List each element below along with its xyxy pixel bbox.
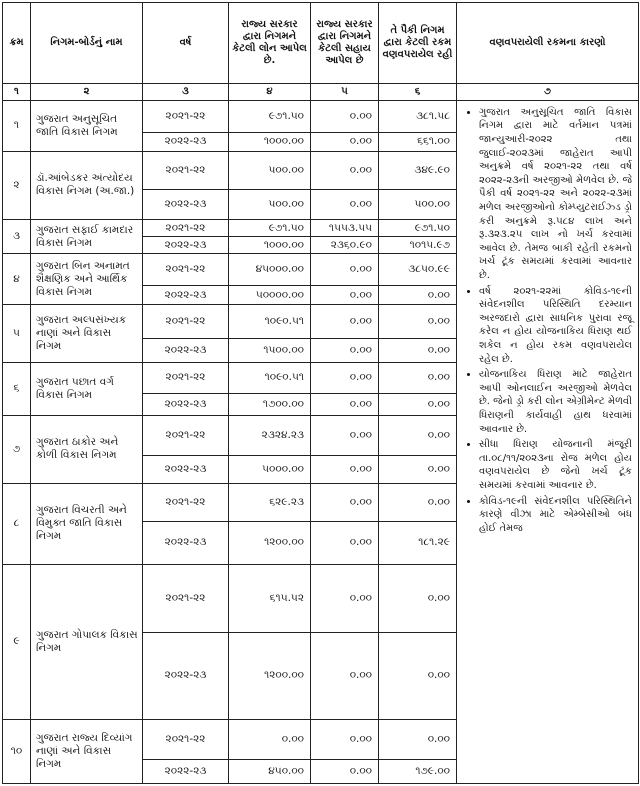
header-corporation: નિગમ-બોર્ડનું નામ (31, 3, 143, 84)
loan-amount: ૨૩૨૪.૨૩ (229, 415, 311, 455)
year-cell: ૨૦૨૨-૨૩ (143, 132, 229, 151)
aid-amount: ૧૫૫૩.૫૫ (311, 220, 379, 237)
serial-number: ૩ (3, 220, 31, 254)
loan-amount: ૫૦૦૦.૦૦ (229, 456, 311, 484)
corporation-name: ગુજરાત ઠાકોર અને કોળી વિકાસ નિગમ (31, 415, 143, 483)
unused-amount: ૦.૦૦ (379, 456, 457, 484)
column-number: ૫ (311, 83, 379, 100)
loan-amount: ૧૫૦૦.૦૦ (229, 339, 311, 362)
document-page (2, 2, 638, 784)
year-cell: ૨૦૨૧-૨૨ (143, 305, 229, 339)
aid-amount: ૦.૦૦ (311, 394, 379, 415)
aid-amount: ૦.૦૦ (311, 522, 379, 565)
header-sr: ક્રમ (3, 3, 31, 84)
year-cell: ૨૦૨૧-૨૨ (143, 719, 229, 759)
loan-amount: ૪૫૦૦૦.૦૦ (229, 254, 311, 286)
column-number: ૬ (379, 83, 457, 100)
unused-amount: ૩૮૫૦.૯૯ (379, 254, 457, 286)
corporation-name: ગુજરાત ગોપાલક વિકાસ નિગમ (31, 564, 143, 719)
header-row (3, 3, 639, 84)
serial-number: ૯ (3, 564, 31, 719)
reason-item: • વર્ષ ૨૦૨૧-૨૨માં કોવિડ-૧૯ની સંવેદનશીલ પરિસ્થિતિ દરમ્યાન અરજદારો દ્વારા સાધનિક પુરાવા રજૂ કરેલ ન હોય યોજનાકિય ધિરાણ થઈ શકેલ ન હોય રકમ વણવપરાયેલ રહેલ છે. (479, 285, 632, 367)
unused-amount: ૦.૦૦ (379, 394, 457, 415)
year-cell: ૨૦૨૧-૨૨ (143, 220, 229, 237)
corporation-loan-table (2, 2, 639, 784)
serial-number: ૭ (3, 415, 31, 483)
aid-amount: ૦.૦૦ (311, 190, 379, 220)
loan-amount: ૪૫૦.૦૦ (229, 760, 311, 784)
corporation-name: ગુજરાત વિચરતી અને વિમુક્ત જાતિ વિકાસ નિગમ (31, 483, 143, 564)
year-cell: ૨૦૨૨-૨૩ (143, 285, 229, 304)
aid-amount: ૦.૦૦ (311, 456, 379, 484)
year-cell: ૨૦૨૨-૨૩ (143, 339, 229, 362)
year-cell: ૨૦૨૧-૨૨ (143, 415, 229, 455)
aid-amount: ૦.૦૦ (311, 415, 379, 455)
year-cell: ૨૦૨૨-૨૩ (143, 632, 229, 719)
year-cell: ૨૦૨૨-૨૩ (143, 760, 229, 784)
loan-amount: ૦.૦૦ (229, 719, 311, 759)
header-unused: તે પૈકી નિગમ દ્વારા કેટલી રકમ વણવપરાયેલ રહી (379, 3, 457, 84)
loan-amount: ૫૦૦.૦૦ (229, 151, 311, 189)
aid-amount: ૦.૦૦ (311, 564, 379, 632)
corporation-name: ગુજરાત સફાઈ કામદાર વિકાસ નિગમ (31, 220, 143, 254)
aid-amount: ૦.૦૦ (311, 254, 379, 286)
year-cell: ૨૦૨૧-૨૨ (143, 100, 229, 132)
corporation-name: ડૉ.આંબેડકર અંત્યોદય વિકાસ નિગમ (અ.જા.) (31, 151, 143, 219)
serial-number: ૧ (3, 100, 31, 151)
header-year: વર્ષ (143, 3, 229, 84)
unused-amount: ૦.૦૦ (379, 305, 457, 339)
unused-amount: ૬૬૧.૦૦ (379, 132, 457, 151)
loan-amount: ૫૦૦૦૦.૦૦ (229, 285, 311, 304)
aid-amount: ૨૩૬૦.૯૦ (311, 237, 379, 254)
aid-amount: ૦.૦૦ (311, 632, 379, 719)
header-reason: વણવપરાયેલી રકમના કારણો (457, 3, 639, 84)
loan-amount: ૧૦૦૦.૦૦ (229, 132, 311, 151)
unused-amount: ૩૮૧.૫૮ (379, 100, 457, 132)
column-number-row (3, 83, 639, 100)
serial-number: ૨ (3, 151, 31, 219)
year-cell: ૨૦૨૨-૨૩ (143, 522, 229, 565)
table-row (3, 100, 639, 132)
corporation-name: ગુજરાત પછાત વર્ગ વિકાસ નિગમ (31, 362, 143, 415)
unused-amount: ૧૦૧૫.૯૭ (379, 237, 457, 254)
serial-number: ૪ (3, 254, 31, 305)
unused-amount: ૦.૦૦ (379, 415, 457, 455)
unused-amount: ૦.૦૦ (379, 564, 457, 632)
corporation-name: ગુજરાત અલ્પસંખ્યક નાણાં અને વિકાસ નિગમ (31, 305, 143, 362)
year-cell: ૨૦૨૨-૨૩ (143, 394, 229, 415)
aid-amount: ૦.૦૦ (311, 285, 379, 304)
header-loan: રાજ્ય સરકાર દ્વારા નિગમને કેટલી લોન આપેલ છે. (229, 3, 311, 84)
serial-number: ૬ (3, 362, 31, 415)
unused-amount: ૧૮૧.૨૯ (379, 522, 457, 565)
column-number: ૭ (457, 83, 639, 100)
aid-amount: ૦.૦૦ (311, 483, 379, 521)
unused-amount: ૦.૦૦ (379, 483, 457, 521)
unused-amount: ૦.૦૦ (379, 339, 457, 362)
loan-amount: ૬૨૯.૨૩ (229, 483, 311, 521)
unused-amount: ૦.૦૦ (379, 632, 457, 719)
reason-item: • સીધા ધિરાણ યોજનાની મંજૂરી તા.૦૮/૧૧/૨૦૨૩ના રોજ મળેલ હોય વણવપરાયેલ છે જેનો ખર્ચ ટૂંક સમયમાં કરવામાં આવનાર છે. (479, 438, 632, 492)
loan-amount: ૧૦૦૦.૦૦ (229, 237, 311, 254)
unused-amount: ૫૦૦.૦૦ (379, 190, 457, 220)
loan-amount: ૧૭૦૦.૦૦ (229, 394, 311, 415)
unused-amount: ૧૭૯.૦૦ (379, 760, 457, 784)
loan-amount: ૯૭૧.૫૦ (229, 100, 311, 132)
year-cell: ૨૦૨૧-૨૨ (143, 362, 229, 394)
unused-amount: ૦.૦૦ (379, 362, 457, 394)
reasons-list (463, 106, 632, 535)
loan-amount: ૯૭૧.૫૦ (229, 220, 311, 237)
year-cell: ૨૦૨૧-૨૨ (143, 483, 229, 521)
serial-number: ૮ (3, 483, 31, 564)
corporation-name: ગુજરાત અનુસૂચિત જાતિ વિકાસ નિગમ (31, 100, 143, 151)
column-number: ૪ (229, 83, 311, 100)
loan-amount: ૧૦૯૦.૫૧ (229, 362, 311, 394)
column-number: ૩ (143, 83, 229, 100)
unused-amount: ૦.૦૦ (379, 285, 457, 304)
aid-amount: ૦.૦૦ (311, 132, 379, 151)
header-aid: રાજ્ય સરકાર દ્વારા નિગમને કેટલી સહાય આપેલ છે (311, 3, 379, 84)
aid-amount: ૦.૦૦ (311, 151, 379, 189)
year-cell: ૨૦૨૨-૨૩ (143, 237, 229, 254)
aid-amount: ૦.૦૦ (311, 305, 379, 339)
corporation-name: ગુજરાત રાજ્ય દિવ્યાંગ નાણાં અને વિકાસ નિગમ (31, 719, 143, 783)
loan-amount: ૧૦૯૦.૫૧ (229, 305, 311, 339)
aid-amount: ૦.૦૦ (311, 760, 379, 784)
aid-amount: ૦.૦૦ (311, 719, 379, 759)
aid-amount: ૦.૦૦ (311, 339, 379, 362)
year-cell: ૨૦૨૨-૨૩ (143, 456, 229, 484)
serial-number: ૧૦ (3, 719, 31, 783)
unused-amount: ૩૪૯.૯૦ (379, 151, 457, 189)
serial-number: ૫ (3, 305, 31, 362)
year-cell: ૨૦૨૧-૨૨ (143, 151, 229, 189)
loan-amount: ૧૨૦૦.૦૦ (229, 522, 311, 565)
reason-item: • ગુજરાત અનુસૂચિત જાતિ વિકાસ નિગમ દ્વારા માટે વર્તમાન પત્રમાં જાન્યુઆરી-૨૦૨૨ તથા જુલાઈ-૨૦૨૩માં જાહેરાત આપી અનુક્રમે વર્ષ ૨૦૨૧-૨૨ તથા વર્ષ ૨૦૨૨-૨૩ની અરજીઓ મેળવેલ છે. જે પૈકી વર્ષ ૨૦૨૧-૨૨ અને ૨૦૨૨-૨૩માં મળેલ અરજીઓનો કોમ્પ્યુટરાઈઝ્ડ ડ્રો કરી અનુક્રમે રૂ.૫૮૪ લાખ અને રૂ.૩૨૩.૨૫ લાખ નો ખર્ચ કરવામાં આવેલ છે. તેમજ બાકી રહેતી રકમનો ખર્ચ ટૂંક સમયમાં કરવામાં આવનાર છે. (479, 106, 632, 283)
aid-amount: ૦.૦૦ (311, 100, 379, 132)
loan-amount: ૬૧૫.૫૨ (229, 564, 311, 632)
column-number: ૧ (3, 83, 31, 100)
reason-item: • કોવિડ-૧૯ની સંવેદનશીલ પરિસ્થિતિને કારણે વીઝા માટે એમ્બેસીઓ બંધ હોઈ તેમજ (479, 495, 632, 536)
loan-amount: ૫૦૦.૦૦ (229, 190, 311, 220)
unused-amount: ૦.૦૦ (379, 719, 457, 759)
year-cell: ૨૦૨૧-૨૨ (143, 564, 229, 632)
aid-amount: ૦.૦૦ (311, 362, 379, 394)
reasons-cell (457, 100, 639, 783)
corporation-name: ગુજરાત બિન અનામત શૈક્ષણિક અને આર્થિક વિકાસ નિગમ (31, 254, 143, 305)
reason-item: • યોજનાકિય ધિરાણ માટે જાહેરાત આપી ઓનલાઈન અરજીઓ મેળવેલ છે. જેનો ડ્રો કરી લોન એગ્રીમેન્ટ મેળવી ધિરાણની કાર્યવાહી હાથ ધરવામાં આવનાર છે. (479, 368, 632, 436)
unused-amount: ૯૭૧.૫૦ (379, 220, 457, 237)
year-cell: ૨૦૨૧-૨૨ (143, 254, 229, 286)
year-cell: ૨૦૨૨-૨૩ (143, 190, 229, 220)
loan-amount: ૧૨૦૦.૦૦ (229, 632, 311, 719)
column-number: ૨ (31, 83, 143, 100)
